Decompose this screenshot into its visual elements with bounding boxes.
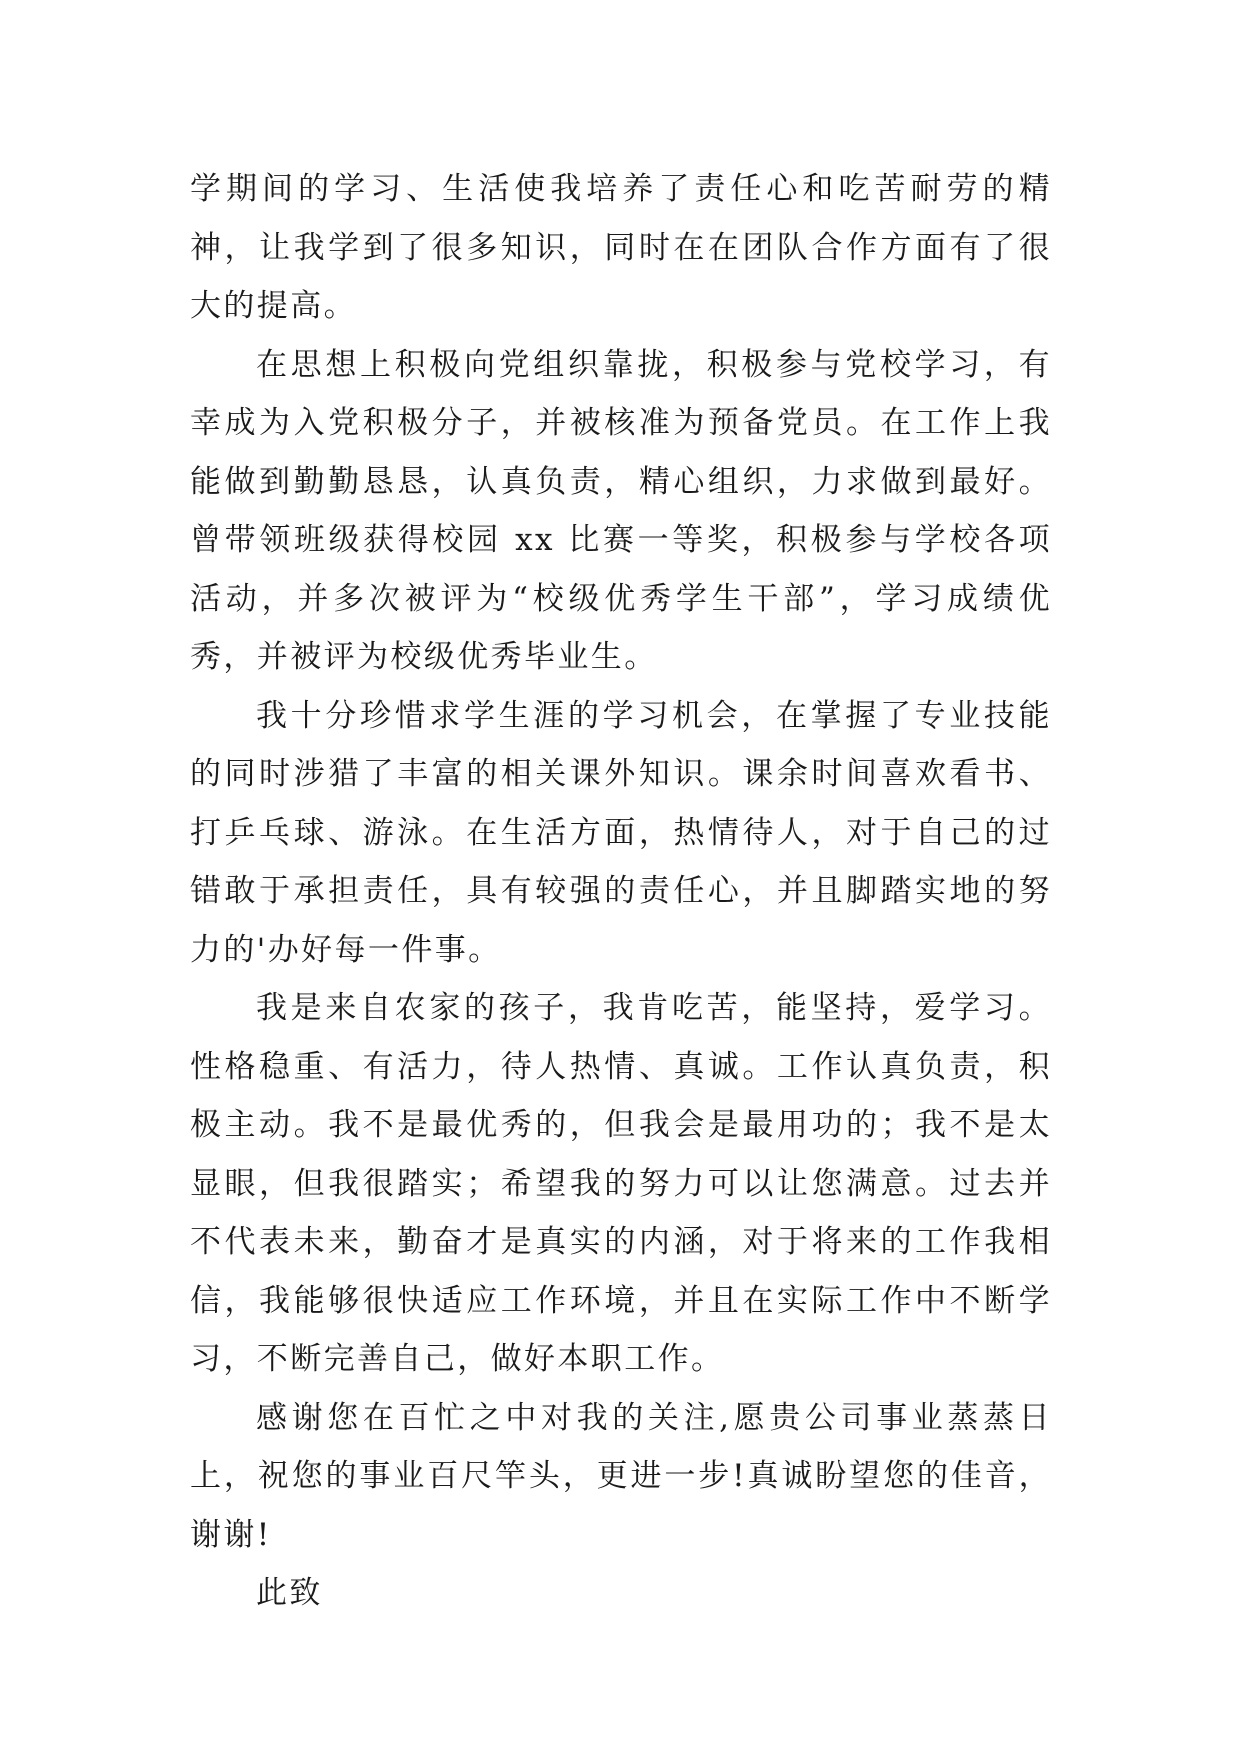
paragraph-2: 在思想上积极向党组织靠拢，积极参与党校学习，有幸成为入党积极分子，并被核准为预备党员。在工作上我能做到勤勤恳恳，认真负责，精心组织，力求做到最好。曾带领班级获得校园 xx 比赛一等奖，积极参与学校各项活动，并多次被评为“校级优秀学生干部”，学习成绩优秀，并被评为校级优秀毕业生。 — [190, 346, 1052, 675]
letter-body — [190, 160, 1052, 1623]
closing-salutation: 此致 — [256, 1575, 323, 1611]
paragraph-5: 感谢您在百忙之中对我的关注,愿贵公司事业蒸蒸日上，祝您的事业百尺竿头，更进一步!真诚盼望您的佳音，谢谢! — [190, 1399, 1052, 1553]
paragraph-3: 我十分珍惜求学生涯的学习机会，在掌握了专业技能的同时涉猎了丰富的相关课外知识。课余时间喜欢看书、打乒乓球、游泳。在生活方面，热情待人，对于自己的过错敢于承担责任，具有较强的责任心，并且脚踏实地的努力的'办好每一件事。 — [190, 697, 1052, 968]
paragraph-4: 我是来自农家的孩子，我肯吃苦，能坚持，爱学习。性格稳重、有活力，待人热情、真诚。工作认真负责，积极主动。我不是最优秀的，但我会是最用功的；我不是太显眼，但我很踏实；希望我的努力可以让您满意。过去并不代表未来，勤奋才是真实的内涵，对于将来的工作我相信，我能够很快适应工作环境，并且在实际工作中不断学习，不断完善自己，做好本职工作。 — [190, 990, 1052, 1377]
paragraph-1: 学期间的学习、生活使我培养了责任心和吃苦耐劳的精神，让我学到了很多知识，同时在在团队合作方面有了很大的提高。 — [190, 171, 1052, 324]
